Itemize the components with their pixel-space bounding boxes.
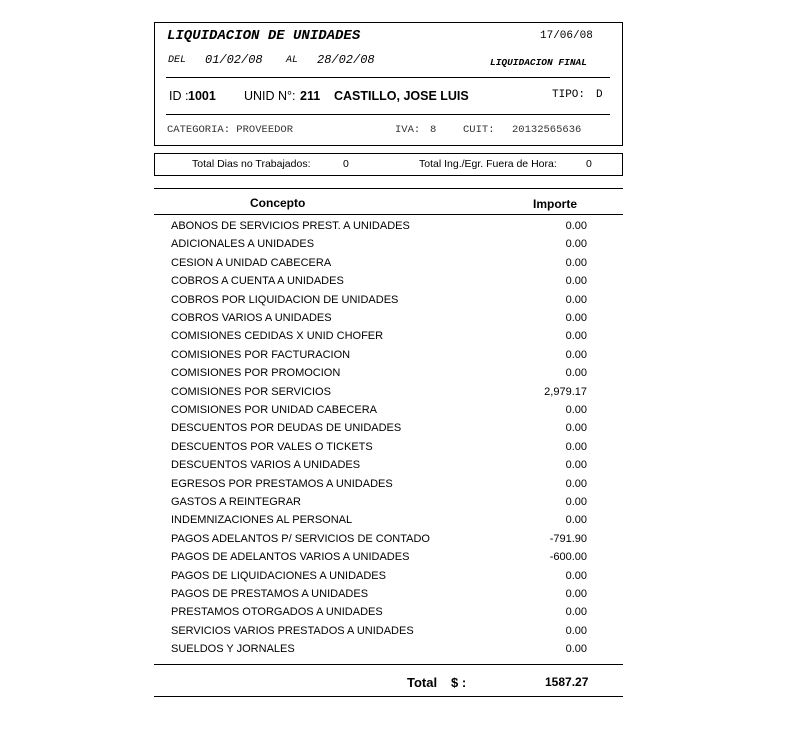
table-row [171,551,591,569]
importe-cell: 2,979.17 [544,385,587,398]
importe-cell: 0.00 [565,606,587,619]
total-bottom-rule [154,696,623,697]
table-row [171,422,591,440]
concepto-cell: GASTOS A REINTEGRAR [171,496,301,508]
cuit-label: CUIT: [463,124,495,136]
dias-no-trabajados-label: Total Dias no Trabajados: [192,158,311,170]
fuera-de-hora-label: Total Ing./Egr. Fuera de Hora: [419,158,557,170]
importe-cell: -600.00 [549,551,587,564]
importe-cell: 0.00 [565,330,587,343]
table-row [171,330,591,348]
concepto-cell: EGRESOS POR PRESTAMOS A UNIDADES [171,477,393,490]
importe-cell: 0.00 [565,588,587,600]
table-row [171,459,591,477]
concepto-cell: DESCUENTOS POR DEUDAS DE UNIDADES [171,422,402,435]
cuit-value: 20132565636 [512,124,582,136]
iva-label: IVA: [395,124,421,136]
concepto-cell: CESION A UNIDAD CABECERA [171,256,332,269]
concepto-cell: COBROS VARIOS A UNIDADES [171,312,332,324]
importe-cell: 0.00 [565,514,587,527]
table-row [171,606,591,624]
importe-cell: 0.00 [565,440,587,453]
concepto-cell: COMISIONES POR UNIDAD CABECERA [171,404,377,416]
report-title: LIQUIDACION DE UNIDADES [167,28,361,44]
concepto-cell: PAGOS DE LIQUIDACIONES A UNIDADES [171,569,386,582]
id-label: ID : [169,89,189,103]
report-date: 17/06/08 [540,30,593,42]
importe-cell: 0.00 [565,404,587,416]
importe-cell: 0.00 [565,256,587,269]
concepto-cell: SUELDOS Y JORNALES [171,643,295,656]
importe-cell: 0.00 [565,312,587,324]
importe-cell: -791.90 [549,532,587,545]
importe-cell: 0.00 [565,348,587,361]
concepto-cell: COMISIONES POR SERVICIOS [171,385,331,398]
column-header-importe: Importe [533,197,578,211]
column-header-concepto: Concepto [250,196,306,210]
table-row [171,238,591,256]
importe-cell: 0.00 [565,477,587,490]
dias-no-trabajados-value: 0 [343,158,349,170]
table-row [171,349,591,367]
al-label: AL [286,55,299,66]
importe-cell: 0.00 [565,422,587,435]
table-row [171,643,591,661]
unit-owner-name: CASTILLO, JOSE LUIS [334,89,469,103]
table-row [171,294,591,312]
table-row [171,570,591,588]
concepto-cell: SERVICIOS VARIOS PRESTADOS A UNIDADES [171,624,414,637]
concepto-cell: COMISIONES POR PROMOCION [171,367,341,380]
total-label: Total [407,675,438,690]
importe-cell: 0.00 [565,624,587,637]
concepto-cell: COMISIONES CEDIDAS X UNID CHOFER [171,330,384,343]
total-top-rule [154,664,623,665]
table-row [171,496,591,514]
table-row [171,257,591,275]
concepto-cell: INDEMNIZACIONES AL PERSONAL [171,514,353,527]
id-value: 1001 [188,89,216,103]
table-row [171,367,591,385]
categoria: CATEGORIA: PROVEEDOR [167,124,294,136]
concepto-cell: DESCUENTOS VARIOS A UNIDADES [171,459,361,472]
importe-cell: 0.00 [565,569,587,582]
concepto-cell: COBROS A CUENTA A UNIDADES [171,275,344,288]
table-row [171,404,591,422]
to-date: 28/02/08 [317,53,375,67]
importe-cell: 0.00 [565,643,587,656]
table-top-rule [154,188,623,189]
del-label: DEL [168,55,187,66]
iva-value: 8 [430,124,437,136]
importe-cell: 0.00 [565,275,587,288]
importe-cell: 0.00 [565,367,587,380]
importe-cell: 0.00 [565,293,587,306]
importe-cell: 0.00 [565,220,587,232]
unid-value: 211 [300,89,321,103]
from-date: 01/02/08 [205,53,263,67]
concepto-cell: ABONOS DE SERVICIOS PREST. A UNIDADES [171,220,410,232]
table-row [171,588,591,606]
liquidation-type: LIQUIDACION FINAL [490,57,587,68]
importe-cell: 0.00 [565,496,587,508]
total-currency: $ : [451,675,467,690]
table-row [171,386,591,404]
unid-label: UNID N°: [244,89,296,103]
table-row [171,514,591,532]
table-row [171,625,591,643]
concepto-cell: PAGOS DE PRESTAMOS A UNIDADES [171,588,369,600]
header-divider-1 [166,77,610,78]
tipo-label: TIPO: [552,89,586,101]
concepto-cell: COBROS POR LIQUIDACION DE UNIDADES [171,293,399,306]
importe-cell: 0.00 [565,459,587,472]
table-row [171,275,591,293]
importe-cell: 0.00 [565,238,587,251]
concepto-cell: PAGOS ADELANTOS P/ SERVICIOS DE CONTADO [171,532,430,545]
table-header-rule [154,214,623,215]
concepto-cell: PRESTAMOS OTORGADOS A UNIDADES [171,606,383,619]
concepto-cell: PAGOS DE ADELANTOS VARIOS A UNIDADES [171,551,410,564]
table-row [171,441,591,459]
table-row [171,220,591,238]
concepto-cell: COMISIONES POR FACTURACION [171,348,351,361]
total-value: 1587.27 [545,675,589,689]
fuera-de-hora-value: 0 [586,158,592,170]
table-row [171,533,591,551]
table-row [171,312,591,330]
tipo-value: D [596,89,603,101]
concepto-cell: ADICIONALES A UNIDADES [171,238,315,251]
header-divider-2 [166,114,610,115]
table-row [171,478,591,496]
concepto-cell: DESCUENTOS POR VALES O TICKETS [171,440,373,453]
